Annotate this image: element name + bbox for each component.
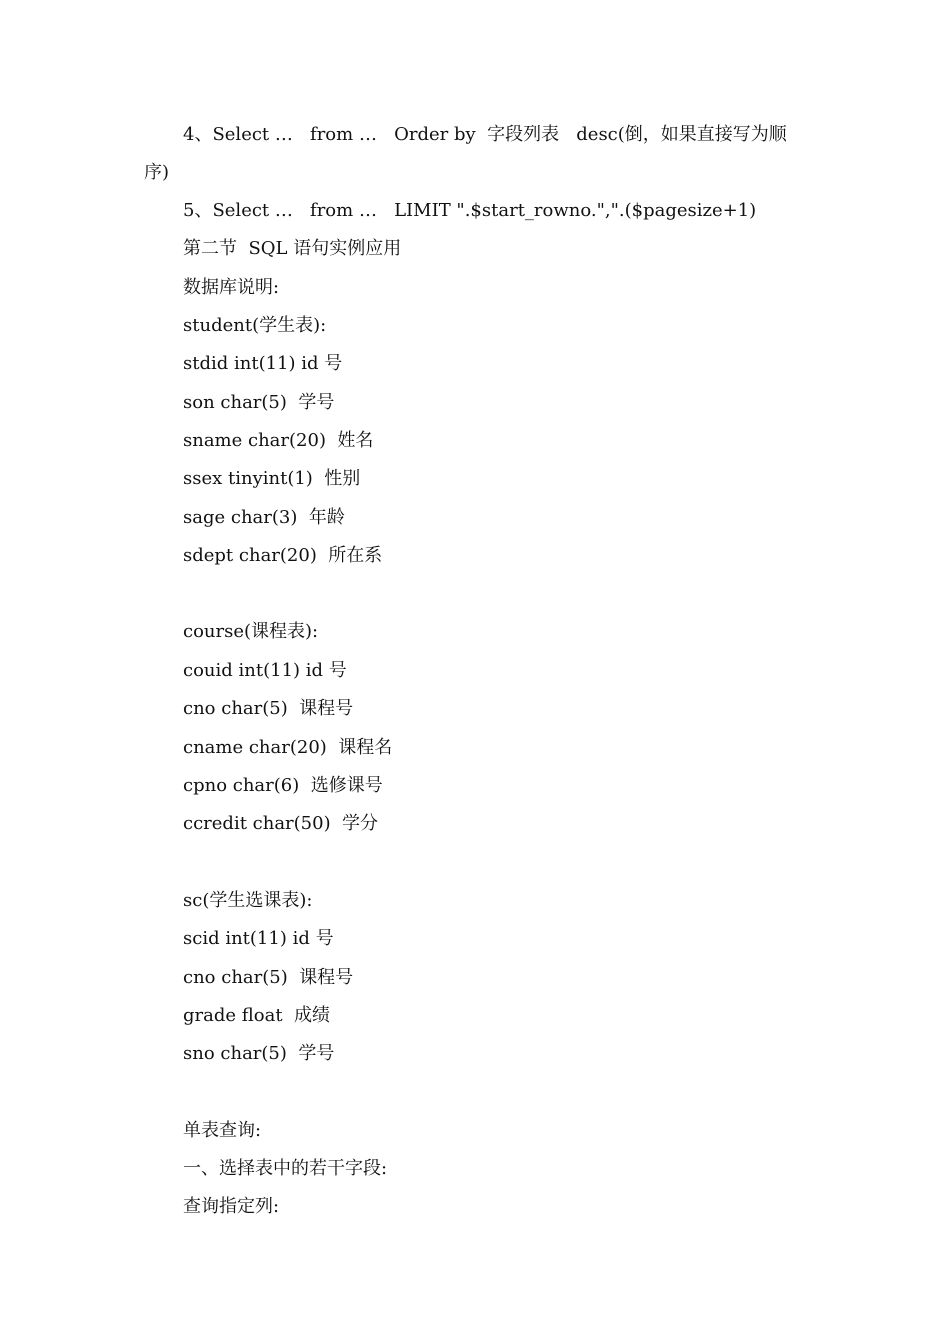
text-line-select-limit: 5、Select … from … LIMIT ".$start_rowno.",".($pagesize+1): [183, 200, 757, 221]
text-line-select-fields: 一、选择表中的若干字段:: [183, 1158, 388, 1179]
text-line-order-by-continuation: 序): [144, 162, 170, 183]
text-line-query-columns: 查询指定列:: [183, 1196, 280, 1217]
text-line-select-order-by: 4、Select … from … Order by 字段列表 desc(倒，如果直接写为顺: [183, 124, 787, 145]
section-heading: 第二节 SQL 语句实例应用: [183, 238, 402, 259]
field-line: ccredit char(50) 学分: [183, 813, 379, 834]
field-line: sdept char(20) 所在系: [183, 545, 383, 566]
field-line: sage char(3) 年龄: [183, 507, 345, 528]
field-line: grade float 成绩: [183, 1005, 331, 1026]
field-line: stdid int(11) id 号: [183, 353, 343, 374]
field-line: cpno char(6) 选修课号: [183, 775, 383, 796]
field-line: cno char(5) 课程号: [183, 698, 354, 719]
text-line-single-table-query: 单表查询:: [183, 1120, 262, 1141]
table-heading-student: student(学生表):: [183, 315, 327, 336]
field-line: son char(5) 学号: [183, 392, 335, 413]
text-line-database-description: 数据库说明:: [183, 277, 280, 298]
table-heading-sc: sc(学生选课表):: [183, 890, 313, 911]
field-line: scid int(11) id 号: [183, 928, 334, 949]
field-line: sno char(5) 学号: [183, 1043, 335, 1064]
field-line: sname char(20) 姓名: [183, 430, 374, 451]
field-line: couid int(11) id 号: [183, 660, 347, 681]
field-line: ssex tinyint(1) 性别: [183, 468, 361, 489]
field-line: cno char(5) 课程号: [183, 967, 354, 988]
table-heading-course: course(课程表):: [183, 621, 319, 642]
field-line: cname char(20) 课程名: [183, 737, 393, 758]
